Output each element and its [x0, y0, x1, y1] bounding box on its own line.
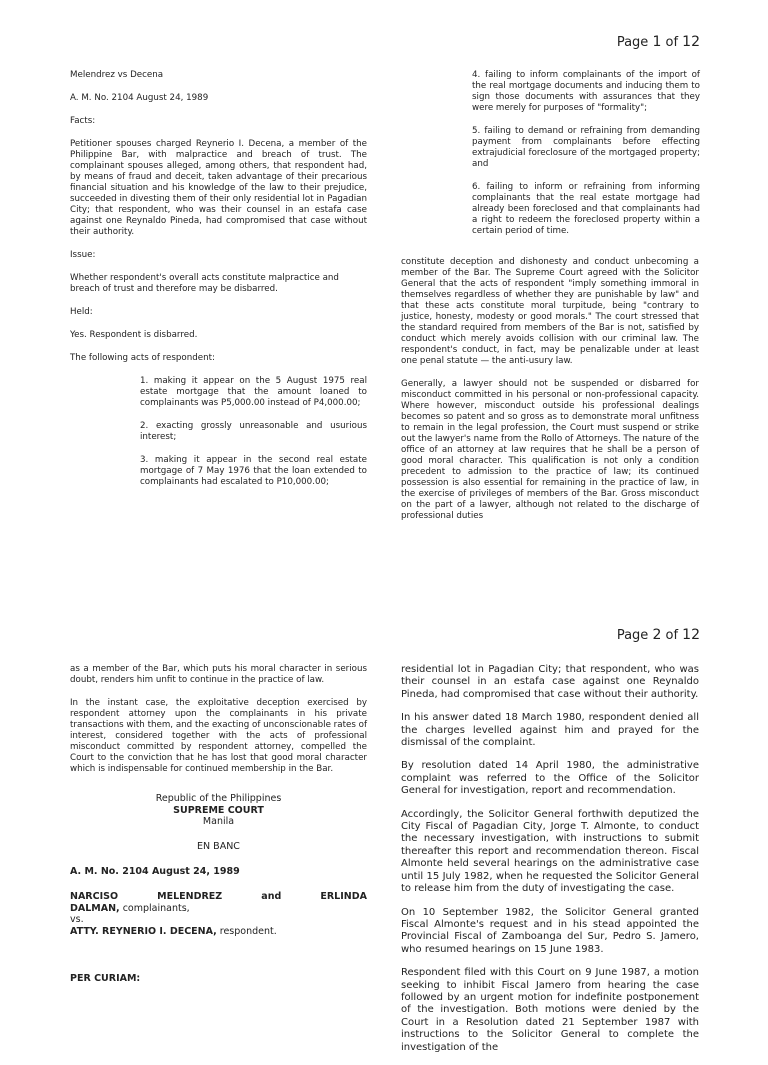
republic-line: Republic of the Philippines: [155, 793, 282, 804]
act-item: 2. exacting grossly unreasonable and usurious interest;: [140, 421, 367, 442]
page1-acts-continued: [472, 70, 700, 249]
act-item: 4. failing to inform complainants of the import of the real mortgage documents and inducing them to sign those documents with assurances that they were merely for purposes of "formality";: [472, 70, 700, 113]
court-header: [70, 793, 367, 852]
body-paragraph: In the instant case, the exploitative deception exercised by respondent attorney upon the complainants in his private transactions with them, and the exacting of unconscionable rates of interest, considered together with the acts of professional misconduct committed by respondent attorney, compelled the Court to the conviction that he has lost that good moral character which is indispensable for continued membership in the Bar.: [70, 698, 367, 774]
court-city: Manila: [202, 816, 235, 827]
held-heading: Held:: [70, 307, 93, 317]
body-paragraph: Respondent filed with this Court on 9 June 1987, a motion seeking to inhibit Fiscal Jamero from hearing the case followed by an urgent motion for indefinite postponement of the investigation. Both motions were denied by the Court in a Resolution dated 21 September 1987 with instructions to the Solicitor General to complete the investigation of the: [401, 967, 699, 1053]
act-item: 5. failing to demand or refraining from demanding payment from complainants before effecting extrajudicial foreclosure of the mortgaged property; and: [472, 126, 700, 169]
court-name: SUPREME COURT: [173, 804, 264, 816]
page1-left-column: [70, 70, 367, 500]
body-paragraph: On 10 September 1982, the Solicitor General granted Fiscal Almonte's request and in his stead appointed the Provincial Fiscal of Zamboanga del Sur, Pedro S. Jamero, who resumed hearings on 15 June 1983.: [401, 906, 699, 955]
decision-citation: A. M. No. 2104 August 24, 1989: [70, 866, 240, 877]
act-item: 6. failing to inform or refraining from informing complainants that the real estate mortgage had already been foreclosed and that complainants had a right to redeem the foreclosed property within a certain period of time.: [472, 182, 700, 236]
complainant-names: NARCISO MELENDREZ and ERLINDA: [70, 891, 367, 902]
act-item: 1. making it appear on the 5 August 1975 real estate mortgage that the amount loaned to complainants was P5,000.00 instead of P4,000.00;: [140, 376, 367, 408]
held-text: Yes. Respondent is disbarred.: [70, 330, 198, 340]
body-paragraph: residential lot in Pagadian City; that respondent, who was their counsel in an estafa case against one Reynaldo Pineda, had compromised that case without their authority.: [401, 664, 699, 700]
page-number: Page 1 of 12: [616, 34, 700, 50]
total-pages: 12: [682, 627, 700, 643]
page2-left-column: [70, 664, 367, 996]
facts-heading: Facts:: [70, 116, 96, 126]
issue-text: Whether respondent's overall acts constitute malpractice and breach of trust and therefore may be disbarred.: [70, 273, 339, 294]
total-pages: 12: [682, 34, 700, 50]
body-paragraph: Accordingly, the Solicitor General forthwith deputized the City Fiscal of Pagadian City, Jorge T. Almonte, to conduct the necessary investigation, with instructions to submit thereafter this report and recommendation thereon. Fiscal Almonte held several hearings on the administrative case until 15 July 1982, when he requested the Solicitor General to release him from the duty of investigating the case.: [401, 808, 699, 895]
issue-heading: Issue:: [70, 250, 96, 260]
respondent-line: ATTY. REYNERIO I. DECENA, respondent.: [70, 925, 277, 937]
current-page: 1: [652, 34, 662, 50]
acts-intro: The following acts of respondent:: [70, 353, 215, 363]
ruling-paragraph: Generally, a lawyer should not be suspended or disbarred for misconduct committed in his personal or non-professional capacity. Where however, misconduct outside his professional dealings becomes so patent and so gross as to demonstrate moral unfitness to remain in the legal profession, the Court must suspend or strike out the lawyer's name from the Rollo of Attorneys. The nature of the office of an attorney at law requires that he shall be a person of good moral character. This qualification is not only a condition precedent to admission to the practice of law; its continued possession is also essential for remaining in the practice of law, in the exercise of privileges of members of the Bar. Gross misconduct on the part of a lawyer, although not related to the discharge of professional duties: [401, 379, 699, 521]
facts-text: Petitioner spouses charged Reynerio I. Decena, a member of the Philippine Bar, with malpractice and breach of trust. The complainant spouses alleged, among others, that respondent had, by means of fraud and deceit, taken advantage of their precarious financial situation and his knowledge of the law to their prejudice, succeeded in divesting them of their only residential lot in Pagadian City; that respondent, who was their counsel in an estafa case against one Reynaldo Pineda, had compromised that case without their authority.: [70, 139, 367, 237]
versus: vs.: [70, 914, 84, 925]
body-paragraph: as a member of the Bar, which puts his moral character in serious doubt, renders him unfit to continue in the practice of law.: [70, 664, 367, 685]
banc-line: EN BANC: [197, 840, 240, 852]
case-title: Melendrez vs Decena: [70, 70, 164, 80]
page2-right-column: [401, 664, 699, 1065]
current-page: 2: [652, 627, 662, 643]
body-paragraph: By resolution dated 14 April 1980, the administrative complaint was referred to the Office of the Solicitor General for investigation, report and recommendation.: [401, 760, 699, 797]
parties: [70, 891, 367, 937]
case-citation: A. M. No. 2104 August 24, 1989: [70, 93, 209, 103]
complainant-line: DALMAN, complainants,: [70, 902, 190, 914]
page1-right-column: [401, 257, 699, 534]
act-item: 3. making it appear in the second real estate mortgage of 7 May 1976 that the loan extended to complainants had escalated to P10,000.00;: [140, 455, 367, 487]
page-number: Page 2 of 12: [616, 627, 700, 643]
per-curiam: PER CURIAM:: [70, 973, 141, 984]
body-paragraph: In his answer dated 18 March 1980, respondent denied all the charges levelled against him and prayed for the dismissal of the complaint.: [401, 712, 699, 749]
ruling-paragraph: constitute deception and dishonesty and conduct unbecoming a member of the Bar. The Supreme Court agreed with the Solicitor General that the acts of respondent "imply something immoral in themselves regardless of whether they are punishable by law" and that these acts constitute moral turpitude, being "contrary to justice, honesty, modesty or good morals." The court stressed that the standard required from members of the Bar is not, satisfied by conduct which merely avoids collision with our criminal law. The respondent's conduct, in fact, may be penalizable under at least one penal statute — the anti-usury law.: [401, 257, 699, 366]
